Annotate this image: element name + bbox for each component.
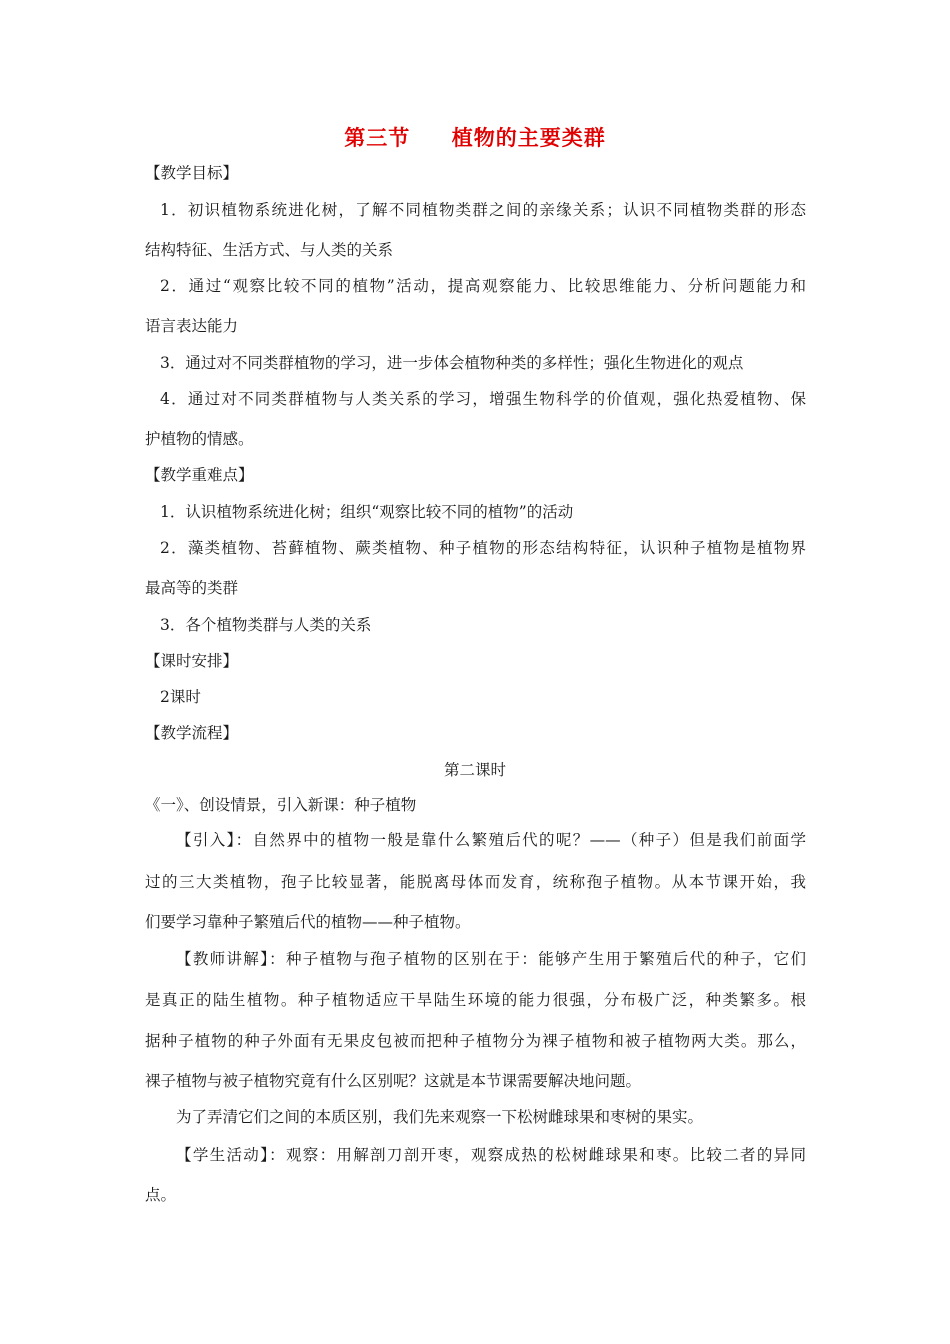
observe-intro: 为了弄清它们之间的本质区别，我们先来观察一下松树雌球果和枣树的果实。 (176, 1108, 704, 1126)
intro-line-1: 【引入】：自然界中的植物一般是靠什么繁殖后代的呢？——（种子）但是我们前面学 (176, 831, 806, 849)
activity-line-1: 【学生活动】：观察：用解剖刀剖开枣，观察成热的松树雌球果和枣。比较二者的异同 (176, 1146, 806, 1164)
keypoints-heading: 【教学重难点】 (145, 466, 254, 484)
goal-line-1: 1．初识植物系统进化树，了解不同植物类群之间的亲缘关系；认识不同植物类群的形态 (160, 201, 806, 219)
goal-line-3: 2．通过“观察比较不同的植物”活动，提高观察能力、比较思维能力、分析问题能力和 (160, 277, 806, 295)
goal-line-4: 语言表达能力 (145, 317, 239, 335)
activity-line-2: 点。 (145, 1186, 177, 1204)
schedule-heading: 【课时安排】 (145, 652, 239, 670)
goal-line-5: 3．通过对不同类群植物的学习，进一步体会植物种类的多样性；强化生物进化的观点 (160, 354, 744, 372)
goal-line-6: 4．通过对不同类群植物与人类关系的学习，增强生物科学的价值观，强化热爱植物、保 (160, 390, 806, 408)
goals-heading: 【教学目标】 (145, 164, 239, 182)
flow-heading: 【教学流程】 (145, 724, 239, 742)
lesson-title: 第二课时 (443, 761, 506, 779)
keypoint-line-2: 2．藻类植物、苔藓植物、蕨类植物、种子植物的形态结构特征，认识种子植物是植物界 (160, 539, 806, 557)
page-title: 第三节 植物的主要类群 (344, 126, 606, 150)
intro-line-3: 们要学习靠种子繁殖后代的植物——种子植物。 (145, 913, 471, 931)
schedule-value: 2课时 (160, 688, 201, 706)
section-heading: 《一》、创设情景，引入新课：种子植物 (145, 796, 417, 814)
goal-line-2: 结构特征、生活方式、与人类的关系 (145, 241, 394, 259)
lecture-line-1: 【教师讲解】：种子植物与孢子植物的区别在于：能够产生用于繁殖后代的种子，它们 (176, 950, 806, 968)
keypoint-line-3: 最高等的类群 (145, 579, 239, 597)
lecture-line-3: 据种子植物的种子外面有无果皮包被而把种子植物分为裸子植物和被子植物两大类。那么， (145, 1032, 806, 1050)
goal-line-7: 护植物的情感。 (145, 430, 254, 448)
lecture-line-2: 是真正的陆生植物。种子植物适应干旱陆生环境的能力很强，分布极广泛，种类繁多。根 (145, 991, 806, 1009)
keypoint-line-1: 1．认识植物系统进化树；组织“观察比较不同的植物”的活动 (160, 503, 574, 521)
lecture-line-4: 裸子植物与被子植物究竟有什么区别呢？这就是本节课需要解决地问题。 (145, 1072, 642, 1090)
keypoint-line-4: 3．各个植物类群与人类的关系 (160, 616, 372, 634)
intro-line-2: 过的三大类植物，孢子比较显著，能脱离母体而发育，统称孢子植物。从本节课开始，我 (145, 873, 806, 891)
